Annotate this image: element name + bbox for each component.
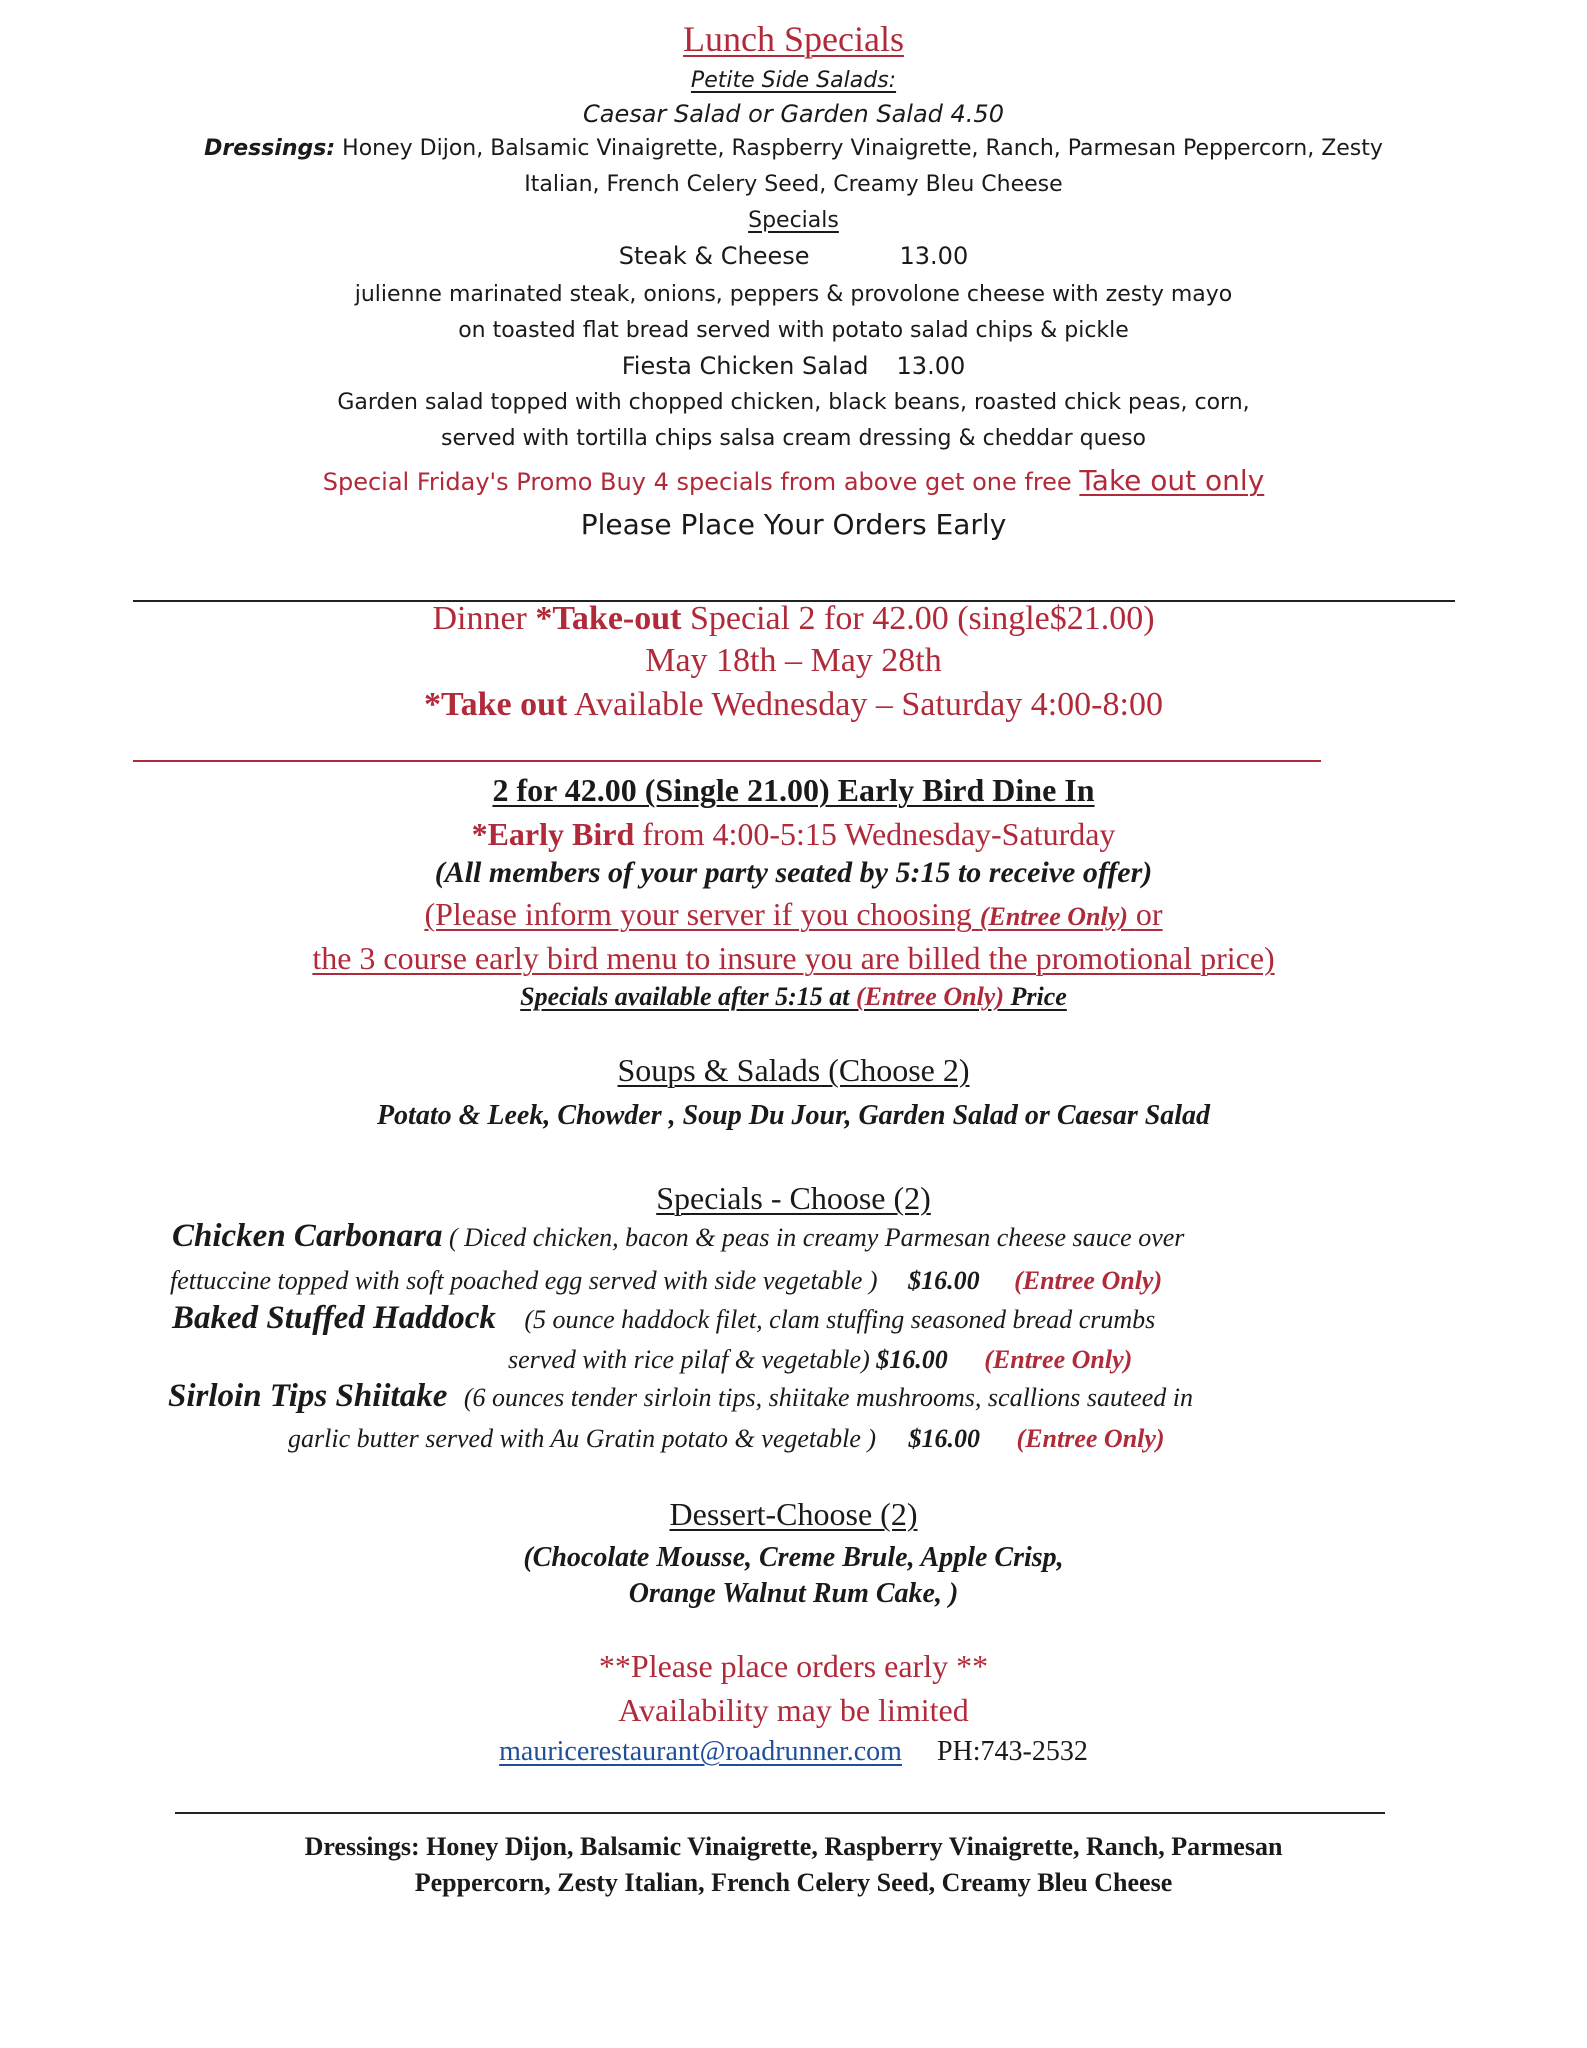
- lunch-item-steak: [0, 242, 1587, 270]
- entree-only-tag: (Entree Only): [1016, 1424, 1165, 1453]
- specials-heading: Specials: [748, 208, 839, 233]
- promo-text: Special Friday's Promo Buy 4 specials from above get one free: [322, 468, 1072, 496]
- entree-only-tag: (Entree Only): [984, 1345, 1133, 1374]
- dressings-label: Dressings:: [204, 136, 336, 161]
- lunch-item-fiesta: [0, 352, 1587, 380]
- item-description: served with tortilla chips salsa cream dressing & cheddar queso: [441, 426, 1146, 451]
- promo-line: [0, 464, 1587, 497]
- item-price: 13.00: [896, 352, 966, 380]
- early-bird-title: 2 for 42.00 (Single 21.00) Early Bird Dine In: [492, 772, 1095, 808]
- dinner-line-1: [0, 600, 1587, 638]
- dessert-line-1: (Chocolate Mousse, Creme Brule, Apple Crisp,: [523, 1542, 1064, 1573]
- early-bird-line-2: [0, 816, 1587, 853]
- takeout-label: *Take-out: [535, 600, 682, 637]
- dinner-offer: Special 2 for 42.00 (single$21.00): [689, 600, 1155, 637]
- place-early: Please Place Your Orders Early: [580, 508, 1007, 541]
- inform-text: (Please inform your server if you choosing: [424, 896, 972, 932]
- early-bird-seating: (All members of your party seated by 5:15 to receive offer): [434, 856, 1153, 889]
- dressings-list: Honey Dijon, Balsamic Vinaigrette, Raspberry Vinaigrette, Ranch, Parmesan Peppercorn, Zesty: [342, 136, 1383, 161]
- takeout-label: *Take out: [424, 686, 568, 723]
- special-baked-haddock-line-2: [508, 1345, 1132, 1375]
- special-desc: served with rice pilaf & vegetable): [508, 1345, 870, 1374]
- dinner-prefix: Dinner: [432, 600, 527, 637]
- dessert-heading: Dessert-Choose (2): [669, 1496, 918, 1532]
- special-baked-haddock: [172, 1300, 1155, 1337]
- special-sirloin-tips: [168, 1378, 1193, 1415]
- special-name: Chicken Carbonara: [172, 1218, 443, 1254]
- dinner-line-3: [0, 686, 1587, 724]
- petite-line: Caesar Salad or Garden Salad 4.50: [583, 100, 1004, 128]
- phone-number: PH:743-2532: [936, 1736, 1088, 1767]
- promo-takeout: Take out only: [1079, 464, 1265, 497]
- special-desc: (5 ounce haddock filet, clam stuffing seasoned bread crumbs: [524, 1305, 1156, 1334]
- special-desc: garlic butter served with Au Gratin potato & vegetable ): [288, 1424, 877, 1453]
- special-price: $16.00: [908, 1424, 981, 1453]
- dessert-line-2: Orange Walnut Rum Cake, ): [628, 1578, 959, 1609]
- specials-choose-heading: Specials - Choose (2): [656, 1180, 931, 1216]
- item-name: Steak & Cheese: [618, 242, 810, 270]
- dressings-line-1: [0, 136, 1587, 161]
- special-sirloin-tips-line-2: [288, 1424, 1165, 1454]
- early-bird-billing: the 3 course early bird menu to insure you are billed the promotional price): [312, 940, 1275, 976]
- special-name: Sirloin Tips Shiitake: [168, 1378, 448, 1414]
- email-link[interactable]: mauricerestaurant@roadrunner.com: [499, 1736, 902, 1767]
- item-description: Garden salad topped with chopped chicken, black beans, roasted chick peas, corn,: [337, 390, 1250, 415]
- soups-items: Potato & Leek, Chowder , Soup Du Jour, Garden Salad or Caesar Salad: [376, 1100, 1211, 1131]
- lunch-title: Lunch Specials: [683, 19, 904, 59]
- divider: [175, 1812, 1385, 1814]
- divider: [133, 760, 1321, 762]
- item-price: 13.00: [899, 242, 969, 270]
- soups-heading: Soups & Salads (Choose 2): [617, 1052, 970, 1088]
- entree-only-tag: (Entree Only): [1014, 1266, 1163, 1295]
- entree-only-tag: (Entree Only): [979, 902, 1128, 931]
- item-description: on toasted flat bread served with potato salad chips & pickle: [458, 318, 1129, 343]
- special-name: Baked Stuffed Haddock: [172, 1300, 496, 1336]
- after-price: Price: [1010, 982, 1067, 1011]
- after-text: Specials available after 5:15 at: [520, 982, 850, 1011]
- special-chicken-carbonara-line-2: [170, 1266, 1162, 1296]
- contact-line: [0, 1736, 1587, 1768]
- entree-only-tag: (Entree Only): [855, 982, 1004, 1011]
- item-name: Fiesta Chicken Salad: [621, 352, 869, 380]
- early-bird-inform: [0, 896, 1587, 933]
- special-price: $16.00: [908, 1266, 980, 1295]
- special-desc: fettuccine topped with soft poached egg served with side vegetable ): [170, 1266, 878, 1295]
- closing-place-early: **Please place orders early **: [598, 1648, 989, 1684]
- footer-dressings-line-2: Peppercorn, Zesty Italian, French Celery Seed, Creamy Bleu Cheese: [414, 1868, 1173, 1897]
- dressings-line-2: Italian, French Celery Seed, Creamy Bleu Cheese: [524, 172, 1063, 197]
- early-bird-label: *Early Bird: [471, 816, 635, 852]
- inform-or: or: [1135, 896, 1163, 932]
- early-bird-after: [0, 982, 1587, 1012]
- footer-dressings-line-1: Dressings: Honey Dijon, Balsamic Vinaigrette, Raspberry Vinaigrette, Ranch, Parmesan: [304, 1832, 1283, 1861]
- special-desc: (6 ounces tender sirloin tips, shiitake mushrooms, scallions sauteed in: [463, 1383, 1194, 1412]
- item-description: julienne marinated steak, onions, peppers & provolone cheese with zesty mayo: [354, 282, 1233, 307]
- dinner-dates: May 18th – May 28th: [645, 642, 942, 679]
- special-price: $16.00: [876, 1345, 948, 1374]
- special-chicken-carbonara: [172, 1218, 1184, 1255]
- petite-heading: Petite Side Salads:: [690, 68, 897, 93]
- early-bird-hours: from 4:00-5:15 Wednesday-Saturday: [642, 816, 1116, 852]
- dinner-availability: Available Wednesday – Saturday 4:00-8:00: [573, 686, 1163, 723]
- closing-availability: Availability may be limited: [618, 1692, 969, 1728]
- special-desc: ( Diced chicken, bacon & peas in creamy Parmesan cheese sauce over: [448, 1223, 1185, 1252]
